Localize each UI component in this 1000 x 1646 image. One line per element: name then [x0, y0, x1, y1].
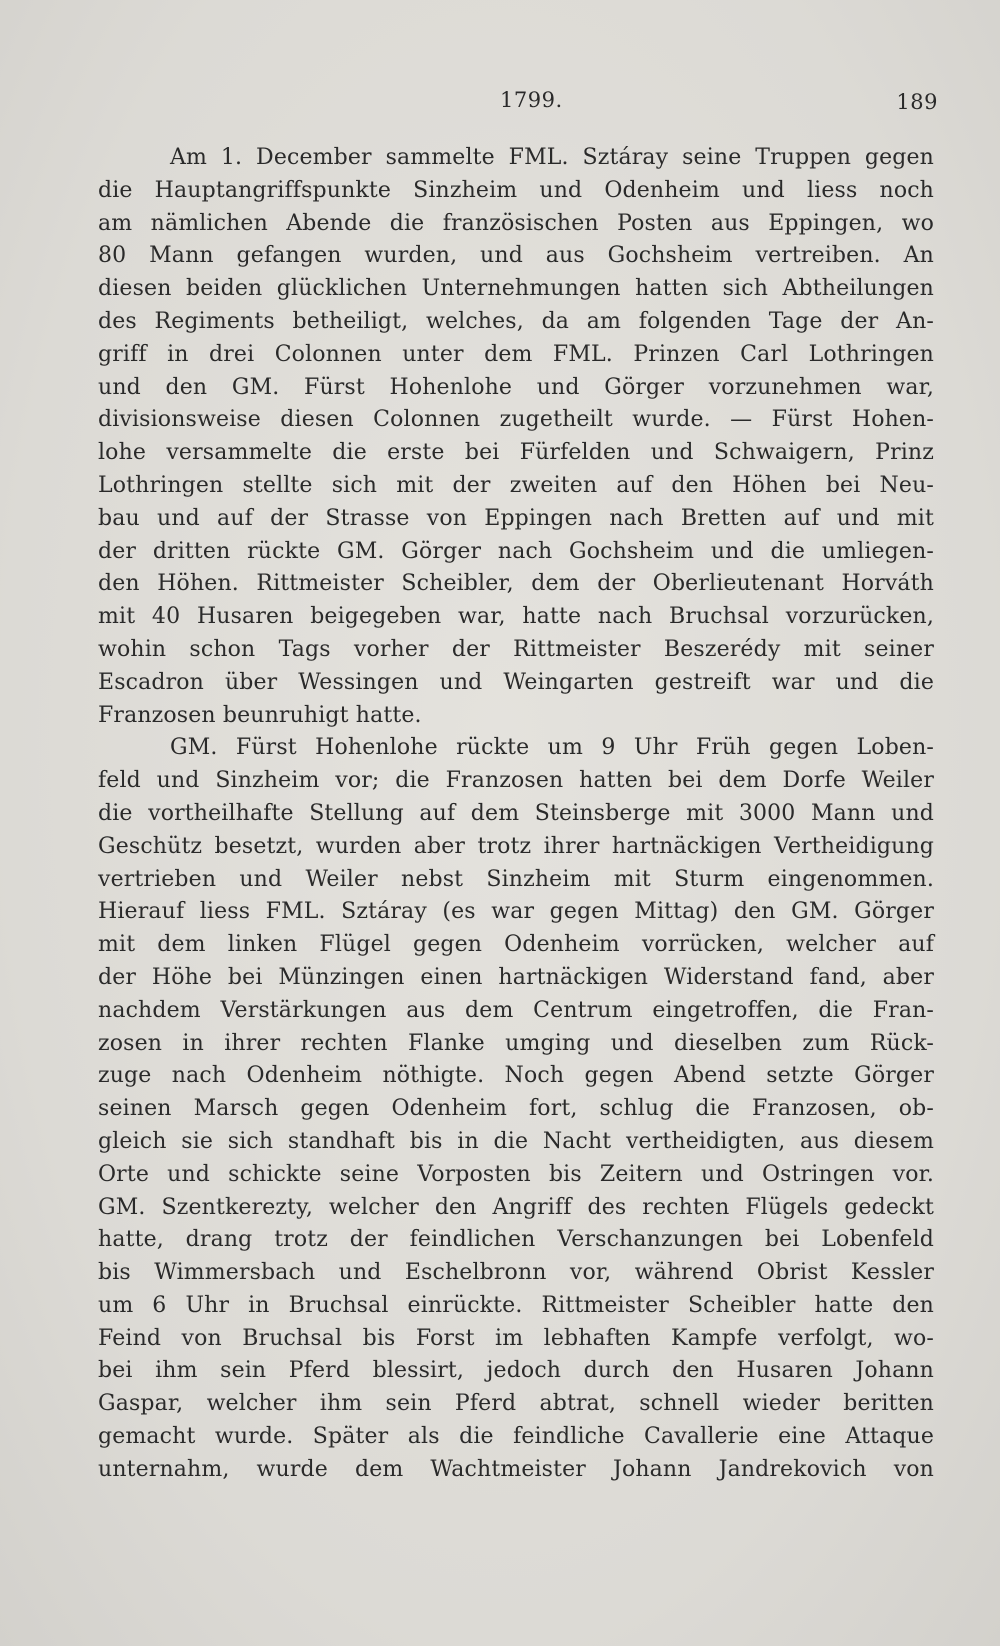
text-line: mit dem linken Flügel gegen Odenheim vorrücken, welcher auf [98, 932, 934, 958]
text-line: am nämlichen Abende die französischen Posten aus Eppingen, wo [98, 210, 934, 236]
text-line: diesen beiden glücklichen Unternehmungen hatten sich Abtheilungen [98, 276, 934, 302]
text-line: unternahm, wurde dem Wachtmeister Johann Jandrekovich von [98, 1456, 934, 1482]
text-line: Feind von Bruchsal bis Forst im lebhaften Kampfe verfolgt, wo- [98, 1325, 934, 1351]
text-line: bis Wimmersbach und Eschelbronn vor, während Obrist Kessler [98, 1260, 934, 1286]
text-line: und den GM. Fürst Hohenlohe und Görger vorzunehmen war, [98, 374, 934, 400]
text-line: gleich sie sich standhaft bis in die Nacht vertheidigten, aus diesem [98, 1128, 934, 1154]
running-head [100, 88, 938, 118]
running-head-year: 1799. [500, 88, 563, 112]
text-line: hatte, drang trotz der feindlichen Verschanzungen bei Lobenfeld [98, 1227, 934, 1253]
text-line: die Hauptangriffspunkte Sinzheim und Odenheim und liess noch [98, 177, 934, 203]
text-line: Escadron über Wessingen und Weingarten gestreift war und die [98, 669, 934, 695]
text-line: um 6 Uhr in Bruchsal einrückte. Rittmeister Scheibler hatte den [98, 1292, 934, 1318]
text-line: des Regiments betheiligt, welches, da am folgenden Tage der An- [98, 308, 934, 334]
text-line: mit 40 Husaren beigegeben war, hatte nach Bruchsal vorzurücken, [98, 604, 934, 630]
text-line: lohe versammelte die erste bei Fürfelden und Schwaigern, Prinz [98, 440, 934, 466]
text-line: Lothringen stellte sich mit der zweiten auf den Höhen bei Neu- [98, 472, 934, 498]
text-line: die vortheilhafte Stellung auf dem Steinsberge mit 3000 Mann und [98, 800, 934, 826]
text-line: divisionsweise diesen Colonnen zugetheilt wurde. — Fürst Hohen- [98, 407, 934, 433]
text-line: bau und auf der Strasse von Eppingen nach Bretten auf und mit [98, 505, 934, 531]
text-line: wohin schon Tags vorher der Rittmeister Beszerédy mit seiner [98, 636, 934, 662]
text-line: Am 1. December sammelte FML. Sztáray seine Truppen gegen [170, 145, 934, 170]
body-text [98, 142, 934, 1487]
text-line: der Höhe bei Münzingen einen hartnäckigen Widerstand fand, aber [98, 964, 934, 990]
text-line: seinen Marsch gegen Odenheim fort, schlug die Franzosen, ob- [98, 1096, 934, 1122]
text-line: Orte und schickte seine Vorposten bis Zeitern und Ostringen vor. [98, 1161, 934, 1187]
page-number: 189 [896, 90, 938, 114]
text-line: feld und Sinzheim vor; die Franzosen hatten bei dem Dorfe Weiler [98, 768, 934, 794]
text-line: Hierauf liess FML. Sztáray (es war gegen Mittag) den GM. Görger [98, 899, 934, 925]
text-line: Franzosen beunruhigt hatte. [98, 702, 422, 728]
text-line: gemacht wurde. Später als die feindliche Cavallerie eine Attaque [98, 1424, 934, 1450]
text-line: griff in drei Colonnen unter dem FML. Prinzen Carl Lothringen [98, 341, 934, 367]
text-line: Geschütz besetzt, wurden aber trotz ihrer hartnäckigen Vertheidigung [98, 833, 934, 859]
text-line: nachdem Verstärkungen aus dem Centrum eingetroffen, die Fran- [98, 997, 934, 1023]
text-line: zosen in ihrer rechten Flanke umging und dieselben zum Rück- [98, 1030, 934, 1056]
text-line: der dritten rückte GM. Görger nach Gochsheim und die umliegen- [98, 538, 934, 564]
text-line: GM. Szentkerezty, welcher den Angriff des rechten Flügels gedeckt [98, 1194, 934, 1220]
text-line: 80 Mann gefangen wurden, und aus Gochsheim vertreiben. An [98, 243, 934, 269]
text-line: den Höhen. Rittmeister Scheibler, dem der Oberlieutenant Horváth [98, 571, 934, 597]
text-line: zuge nach Odenheim nöthigte. Noch gegen Abend setzte Görger [98, 1063, 934, 1089]
text-line: vertrieben und Weiler nebst Sinzheim mit Sturm eingenommen. [98, 866, 934, 892]
text-line: Gaspar, welcher ihm sein Pferd abtrat, schnell wieder beritten [98, 1391, 934, 1417]
text-line: bei ihm sein Pferd blessirt, jedoch durch den Husaren Johann [98, 1358, 934, 1384]
text-line: GM. Fürst Hohenlohe rückte um 9 Uhr Früh gegen Loben- [170, 735, 934, 761]
